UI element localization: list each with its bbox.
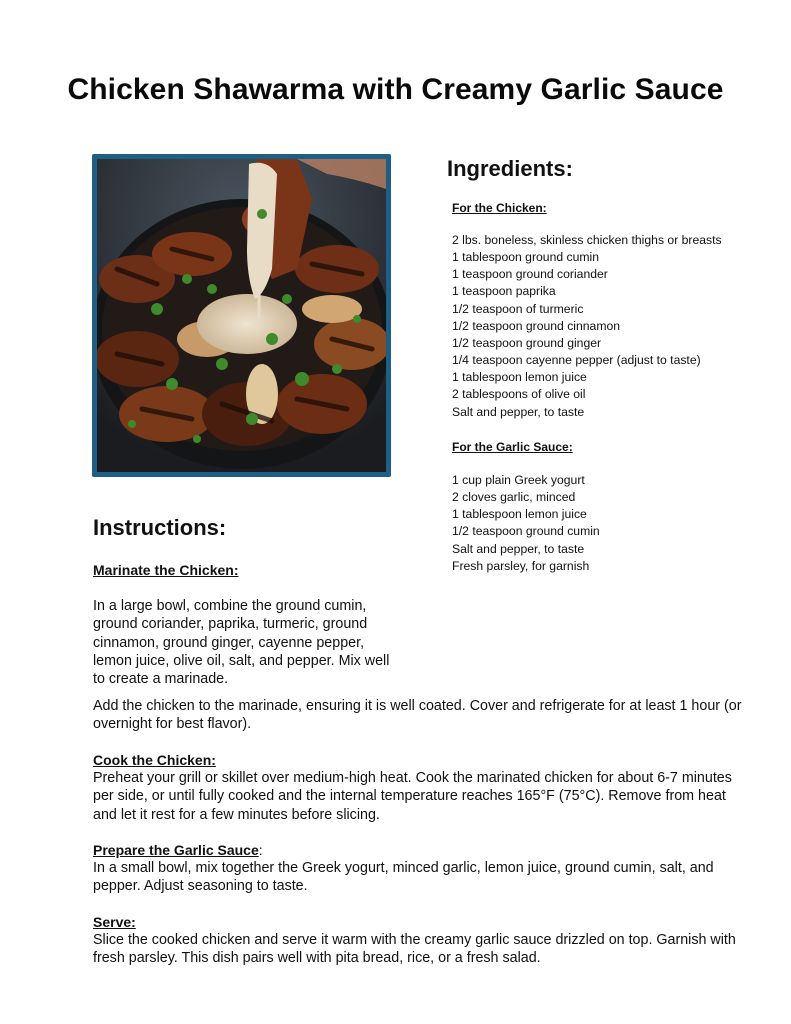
step-paragraph: In a small bowl, mix together the Greek yogurt, minced garlic, lemon juice, ground cumin, salt, and pepper. Adjust seasoning to taste. [93,860,714,895]
chicken-ingredients-heading: For the Chicken: [452,201,547,215]
ingredient-item: 1 teaspoon paprika [452,284,556,299]
step-heading-sauce: Prepare the Garlic Sauce [93,842,259,858]
ingredient-item: 1 tablespoon lemon juice [452,507,587,522]
step-paragraph: Slice the cooked chicken and serve it warm with the creamy garlic sauce drizzled on top. Garnish with fresh parsley. This dish pairs well with pita bread, rice, or a fresh salad. [93,932,736,967]
ingredient-item: 1 tablespoon ground cumin [452,250,600,265]
step-paragraph: Preheat your grill or skillet over medium-high heat. Cook the marinated chicken for about 6-7 minutes per side, or until fully cooked and the internal temperature reaches 165°F (75°C). Remove from heat and let it rest for a few minutes before slicing. [93,770,732,823]
step-heading-cook: Cook the Chicken: [93,752,216,768]
ingredient-item: Fresh parsley, for garnish [452,558,590,573]
ingredient-item: 1 cup plain Greek yogurt [452,473,585,487]
chicken-skillet-image [97,159,386,472]
ingredient-item: 1 teaspoon ground coriander [452,267,608,282]
step-heading-sauce-wrap [93,841,263,859]
ingredient-item: Salt and pepper, to taste [452,541,585,556]
ingredient-item: 1/2 teaspoon of turmeric [452,301,584,316]
ingredient-item: 1/4 teaspoon cayenne pepper (adjust to taste) [452,353,701,368]
step-heading-suffix: : [258,842,263,858]
ingredient-item: 1 tablespoon lemon juice [452,370,587,385]
step-paragraph: In a large bowl, combine the ground cumin, ground coriander, paprika, turmeric, ground cinnamon, ground ginger, cayenne pepper, lemon juice, olive oil, salt, and pepper. Mix well to create a marinade. [93,598,390,688]
ingredient-item: Salt and pepper, to taste [452,404,585,419]
ingredients-heading: Ingredients: [447,156,573,181]
ingredient-item: 2 cloves garlic, minced [452,490,576,505]
page-title: Chicken Shawarma with Creamy Garlic Sauce [67,73,724,106]
ingredient-item: 2 tablespoons of olive oil [452,387,586,402]
garlic-sauce-ingredients-heading: For the Garlic Sauce: [452,440,573,454]
instructions-heading: Instructions: [93,515,227,540]
ingredient-item: 1/2 teaspoon ground ginger [452,335,602,350]
garlic-sauce-ingredients-list [452,472,600,575]
ingredient-item: 1/2 teaspoon ground cumin [452,524,600,539]
step-heading-serve: Serve: [93,914,136,930]
recipe-photo [92,154,391,477]
step-heading-marinate: Marinate the Chicken: [93,562,239,578]
ingredient-item: 1/2 teaspoon ground cinnamon [452,318,621,333]
ingredient-item: 2 lbs. boneless, skinless chicken thighs or breasts [452,233,722,247]
chicken-ingredients-list [452,232,722,421]
step-paragraph: Add the chicken to the marinade, ensuring it is well coated. Cover and refrigerate for at least 1 hour (or overnight for best flavor). [93,698,742,733]
